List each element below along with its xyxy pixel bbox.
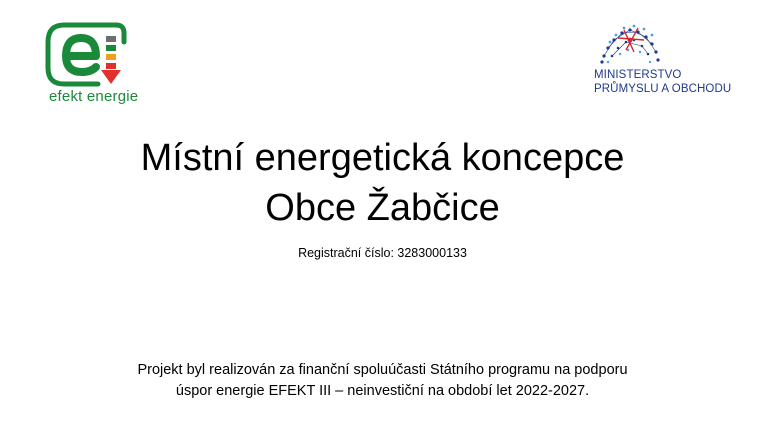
ministry-logo-line1: MINISTERSTVO: [594, 69, 682, 81]
ministry-logo-line2: PRŮMYSLU A OBCHODU: [594, 83, 732, 95]
registration-number: Registrační číslo: 3283000133: [298, 246, 467, 260]
efekt-energie-logo-icon: [44, 22, 129, 90]
footer-line-1: Projekt byl realizován za finanční spoluúčasti Státního programu na podporu: [137, 362, 628, 378]
ministry-logo: [590, 20, 755, 102]
ministry-globe-icon: [594, 20, 666, 66]
title-line-2: Obce Žabčice: [265, 187, 500, 229]
efekt-energie-logo-text: efekt energie: [49, 88, 139, 105]
footer-line-2: úspor energie EFEKT III – neinvestiční na období let 2022-2027.: [175, 383, 590, 399]
title-line-1: Místní energetická koncepce: [140, 137, 625, 179]
efekt-energie-logo: [44, 22, 169, 110]
